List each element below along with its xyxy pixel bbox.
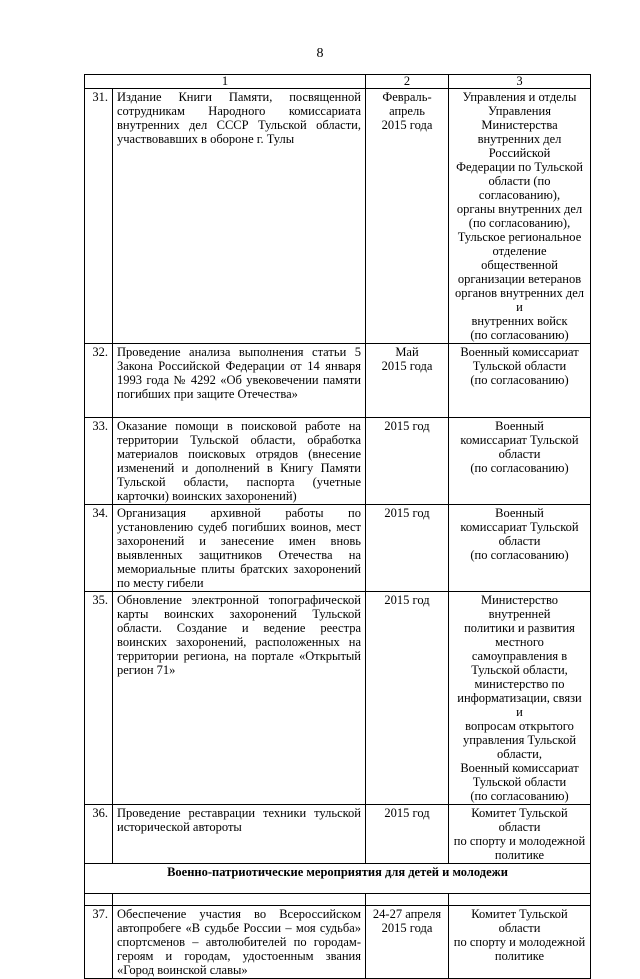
events-table: [84, 74, 591, 979]
responsible-line: организации ветеранов: [457, 272, 582, 286]
responsible-line: Тульской области: [472, 359, 567, 373]
responsible-line: области (по согласованию),: [478, 174, 561, 202]
responsible-line: вопросам открытого: [465, 719, 574, 733]
term-line: 2015 года: [381, 921, 433, 935]
responsible-line: области,: [497, 747, 542, 761]
responsible-line: Комитет Тульской области: [471, 907, 568, 935]
row-number: 36.: [85, 805, 113, 864]
responsible-line: по спорту и молодежной: [453, 834, 586, 848]
responsible-line: (по согласованию),: [468, 216, 571, 230]
header-col-2: 2: [366, 75, 449, 89]
event-name: Оказание помощи в поисковой работе на территории Тульской области, обработка материалов поисковых отрядов (внесение изменений и дополнений в Книгу Памяти Тульской области, паспорта (учетные карточки) воинских захоронений): [113, 418, 366, 505]
responsible-line: Военный: [495, 419, 544, 433]
table-row: [85, 906, 591, 979]
responsible-line: Министерство внутренней: [480, 593, 559, 621]
event-responsible: [449, 344, 591, 418]
spacer-row: [85, 894, 591, 906]
table-row: [85, 592, 591, 805]
header-col-1: 1: [85, 75, 366, 89]
spacer-cell: [366, 894, 449, 906]
responsible-line: (по согласованию): [470, 789, 569, 803]
event-name: Проведение анализа выполнения статьи 5 Закона Российской Федерации от 14 января 1993 года № 4292 «Об увековечении памяти погибших при защите Отечества»: [113, 344, 366, 418]
spacer-cell: [85, 894, 113, 906]
term-line: апрель: [389, 104, 425, 118]
responsible-line: (по согласованию): [470, 548, 569, 562]
event-term: [366, 89, 449, 344]
term-line: Май: [395, 345, 419, 359]
event-name: Проведение реставрации техники тульской исторической автороты: [113, 805, 366, 864]
responsible-line: (по согласованию): [470, 328, 569, 342]
responsible-line: Тульской области,: [471, 663, 568, 677]
term-line: 2015 года: [381, 359, 433, 373]
responsible-line: управления Тульской: [462, 733, 577, 747]
responsible-line: Федерации по Тульской: [456, 160, 583, 174]
page-number: 8: [316, 46, 324, 61]
event-responsible: [449, 418, 591, 505]
responsible-line: Военный: [495, 506, 544, 520]
term-line: 2015 год: [384, 419, 430, 433]
event-term: [366, 505, 449, 592]
table-row: [85, 89, 591, 344]
responsible-line: местного самоуправления в: [471, 635, 568, 663]
row-number: 35.: [85, 592, 113, 805]
event-term: [366, 344, 449, 418]
responsible-line: информатизации, связи и: [457, 691, 582, 719]
row-number: 34.: [85, 505, 113, 592]
responsible-line: области: [498, 447, 541, 461]
responsible-line: Тульское региональное: [457, 230, 582, 244]
term-line: 2015 года: [381, 118, 433, 132]
spacer-cell: [449, 894, 591, 906]
event-responsible: [449, 89, 591, 344]
term-line: 24-27 апреля: [372, 907, 442, 921]
table-row: [85, 418, 591, 505]
responsible-line: внутренних войск: [471, 314, 568, 328]
term-line: 2015 год: [384, 593, 430, 607]
event-name: Организация архивной работы по установлению судеб погибших воинов, мест захоронений и занесение имен вновь выявленных защитников Отечества на мемориальные плиты братских захоронений по месту гибели: [113, 505, 366, 592]
event-responsible: [449, 592, 591, 805]
table-row: [85, 344, 591, 418]
event-term: [366, 805, 449, 864]
responsible-line: области: [498, 534, 541, 548]
responsible-line: органы внутренних дел: [456, 202, 583, 216]
table-header-row: [85, 75, 591, 89]
header-col-3: 3: [449, 75, 591, 89]
responsible-line: (по согласованию): [470, 373, 569, 387]
responsible-line: политике: [494, 949, 545, 963]
term-line: 2015 год: [384, 806, 430, 820]
row-number: 33.: [85, 418, 113, 505]
event-term: [366, 592, 449, 805]
section-title: Военно-патриотические мероприятия для детей и молодежи: [85, 864, 591, 894]
responsible-line: политики и развития: [464, 621, 575, 635]
responsible-line: Управления Министерства: [481, 104, 558, 132]
event-responsible: [449, 505, 591, 592]
responsible-line: органов внутренних дел и: [455, 286, 584, 314]
responsible-line: комиссариат Тульской: [460, 520, 579, 534]
responsible-line: отделение общественной: [481, 244, 558, 272]
responsible-line: политике: [494, 848, 545, 862]
event-name: Обновление электронной топографической карты воинских захоронений Тульской области. Создание и ведение реестра воинских захоронений, расположенных на территории региона, на портале «Открытый регион 71»: [113, 592, 366, 805]
event-name: Обеспечение участия во Всероссийском автопробеге «В судьбе России – моя судьба» спортсменов – автолюбителей по городам-героям и городам, удостоенным звания «Город воинской славы»: [113, 906, 366, 979]
term-line: 2015 год: [384, 506, 430, 520]
term-line: Февраль-: [382, 90, 432, 104]
event-term: [366, 418, 449, 505]
responsible-line: комиссариат Тульской: [460, 433, 579, 447]
row-number: 31.: [85, 89, 113, 344]
responsible-line: Военный комиссариат: [460, 345, 579, 359]
section-row: [85, 864, 591, 894]
responsible-line: Управления и отделы: [462, 90, 577, 104]
row-number: 37.: [85, 906, 113, 979]
event-responsible: [449, 906, 591, 979]
event-responsible: [449, 805, 591, 864]
event-name: Издание Книги Памяти, посвященной сотрудникам Народного комиссариата внутренних дел СССР Тульской области, участвовавших в обороне г. Тулы: [113, 89, 366, 344]
spacer-cell: [113, 894, 366, 906]
responsible-line: по спорту и молодежной: [453, 935, 586, 949]
responsible-line: внутренних дел Российской: [477, 132, 562, 160]
row-number: 32.: [85, 344, 113, 418]
table-row: [85, 505, 591, 592]
event-term: [366, 906, 449, 979]
responsible-line: (по согласованию): [470, 461, 569, 475]
responsible-line: Комитет Тульской области: [471, 806, 568, 834]
responsible-line: Военный комиссариат: [460, 761, 579, 775]
table-row: [85, 805, 591, 864]
responsible-line: министерство по: [474, 677, 565, 691]
responsible-line: Тульской области: [472, 775, 567, 789]
